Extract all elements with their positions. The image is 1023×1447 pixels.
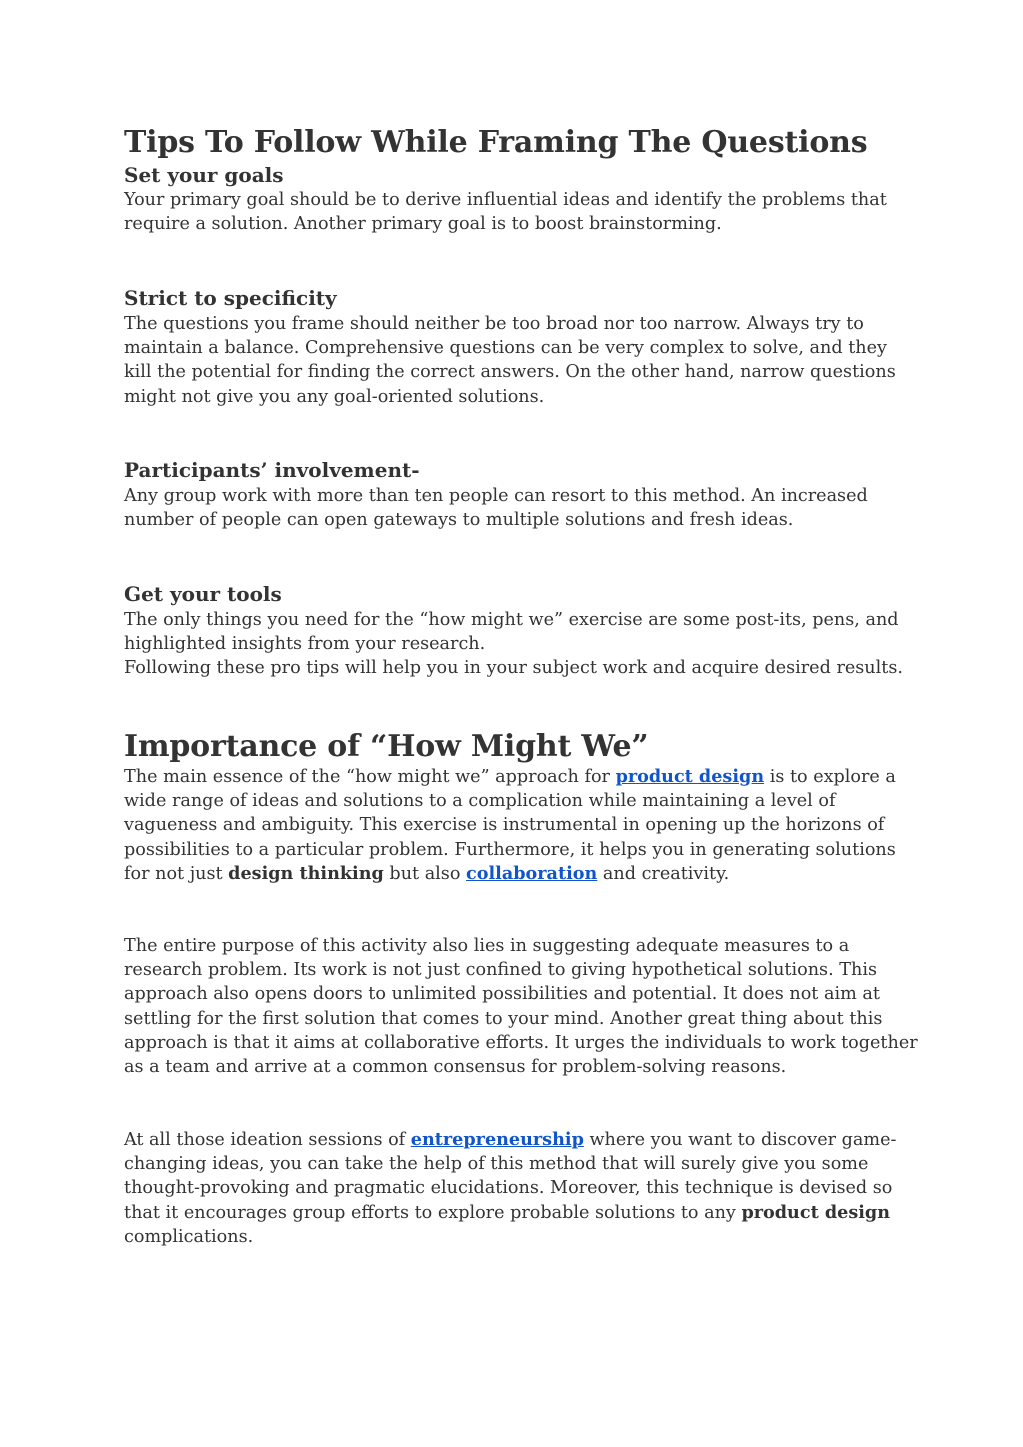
tip-heading-specificity: Strict to specificity — [124, 286, 337, 310]
text-run: The main essence of the “how might we” approach for — [124, 767, 616, 787]
text-run: for not just — [124, 863, 229, 884]
text-line: highlighted insights from your research. — [124, 634, 486, 655]
text-line: vagueness and ambiguity. This exercise is instrumental in opening up the horizons of — [124, 815, 885, 836]
text-run: that it encourages group efforts to explore probable solutions to any — [124, 1202, 742, 1223]
tip-body-specificity — [124, 312, 914, 409]
tip-body-involvement — [124, 484, 914, 532]
text-line: The questions you frame should neither be too broad nor too narrow. Always try to — [124, 314, 864, 334]
text-line: require a solution. Another primary goal is to boost brainstorming. — [124, 214, 722, 235]
text-line: approach is that it aims at collaborative efforts. It urges the individuals to work together — [124, 1032, 918, 1053]
text-run: where you want to discover game- — [583, 1130, 897, 1150]
text-line: The only things you need for the “how might we” exercise are some post-its, pens, and — [124, 610, 899, 630]
text-line: approach also opens doors to unlimited possibilities and potential. It does not aim at — [124, 984, 880, 1005]
tip-heading-goals: Set your goals — [124, 163, 284, 187]
text-run: but also — [383, 863, 467, 884]
text-line: as a team and arrive at a common consensus for problem-solving reasons. — [124, 1057, 787, 1078]
tip-body-tools — [124, 608, 914, 681]
collaboration-link[interactable]: collaboration — [466, 862, 598, 884]
section-title-importance: Importance of “How Might We” — [124, 729, 649, 764]
text-line: number of people can open gateways to multiple solutions and fresh ideas. — [124, 510, 794, 531]
text-line — [124, 765, 914, 789]
importance-paragraph-3 — [124, 1128, 914, 1249]
bold-term: product design — [741, 1201, 890, 1223]
text-line: changing ideas, you can take the help of this method that will surely give you some — [124, 1154, 869, 1175]
text-line: Your primary goal should be to derive influential ideas and identify the problems that — [124, 190, 887, 210]
text-line — [124, 862, 914, 886]
text-line — [124, 1128, 914, 1152]
importance-paragraph-2 — [124, 934, 918, 1079]
text-line: maintain a balance. Comprehensive questions can be very complex to solve, and they — [124, 338, 887, 359]
text-line: kill the potential for finding the correct answers. On the other hand, narrow questions — [124, 362, 896, 383]
text-run: and creativity. — [597, 863, 730, 884]
section-title-tips: Tips To Follow While Framing The Questions — [124, 125, 868, 160]
text-line: wide range of ideas and solutions to a complication while maintaining a level of — [124, 791, 836, 812]
tip-heading-involvement: Participants’ involvement- — [124, 458, 420, 482]
text-line: The entire purpose of this activity also lies in suggesting adequate measures to a — [124, 936, 850, 956]
text-line: Following these pro tips will help you in your subject work and acquire desired results. — [124, 658, 903, 679]
bold-term: design thinking — [228, 862, 384, 884]
text-line: Any group work with more than ten people can resort to this method. An increased — [124, 486, 868, 506]
text-line: might not give you any goal-oriented solutions. — [124, 386, 545, 407]
text-line: research problem. Its work is not just confined to giving hypothetical solutions. This — [124, 960, 877, 981]
product-design-link[interactable]: product design — [615, 766, 765, 787]
text-line: thought-provoking and pragmatic elucidations. Moreover, this technique is devised so — [124, 1178, 893, 1199]
tip-body-goals — [124, 188, 914, 236]
text-line: settling for the first solution that comes to your mind. Another great thing about this — [124, 1008, 883, 1029]
text-run: At all those ideation sessions of — [124, 1130, 411, 1150]
text-line: complications. — [124, 1226, 254, 1247]
importance-paragraph-1 — [124, 765, 914, 886]
text-line — [124, 1201, 914, 1225]
text-line: possibilities to a particular problem. Furthermore, it helps you in generating solutions — [124, 839, 896, 860]
tip-heading-tools: Get your tools — [124, 582, 282, 606]
text-run: is to explore a — [764, 767, 896, 787]
entrepreneurship-link[interactable]: entrepreneurship — [410, 1129, 584, 1150]
